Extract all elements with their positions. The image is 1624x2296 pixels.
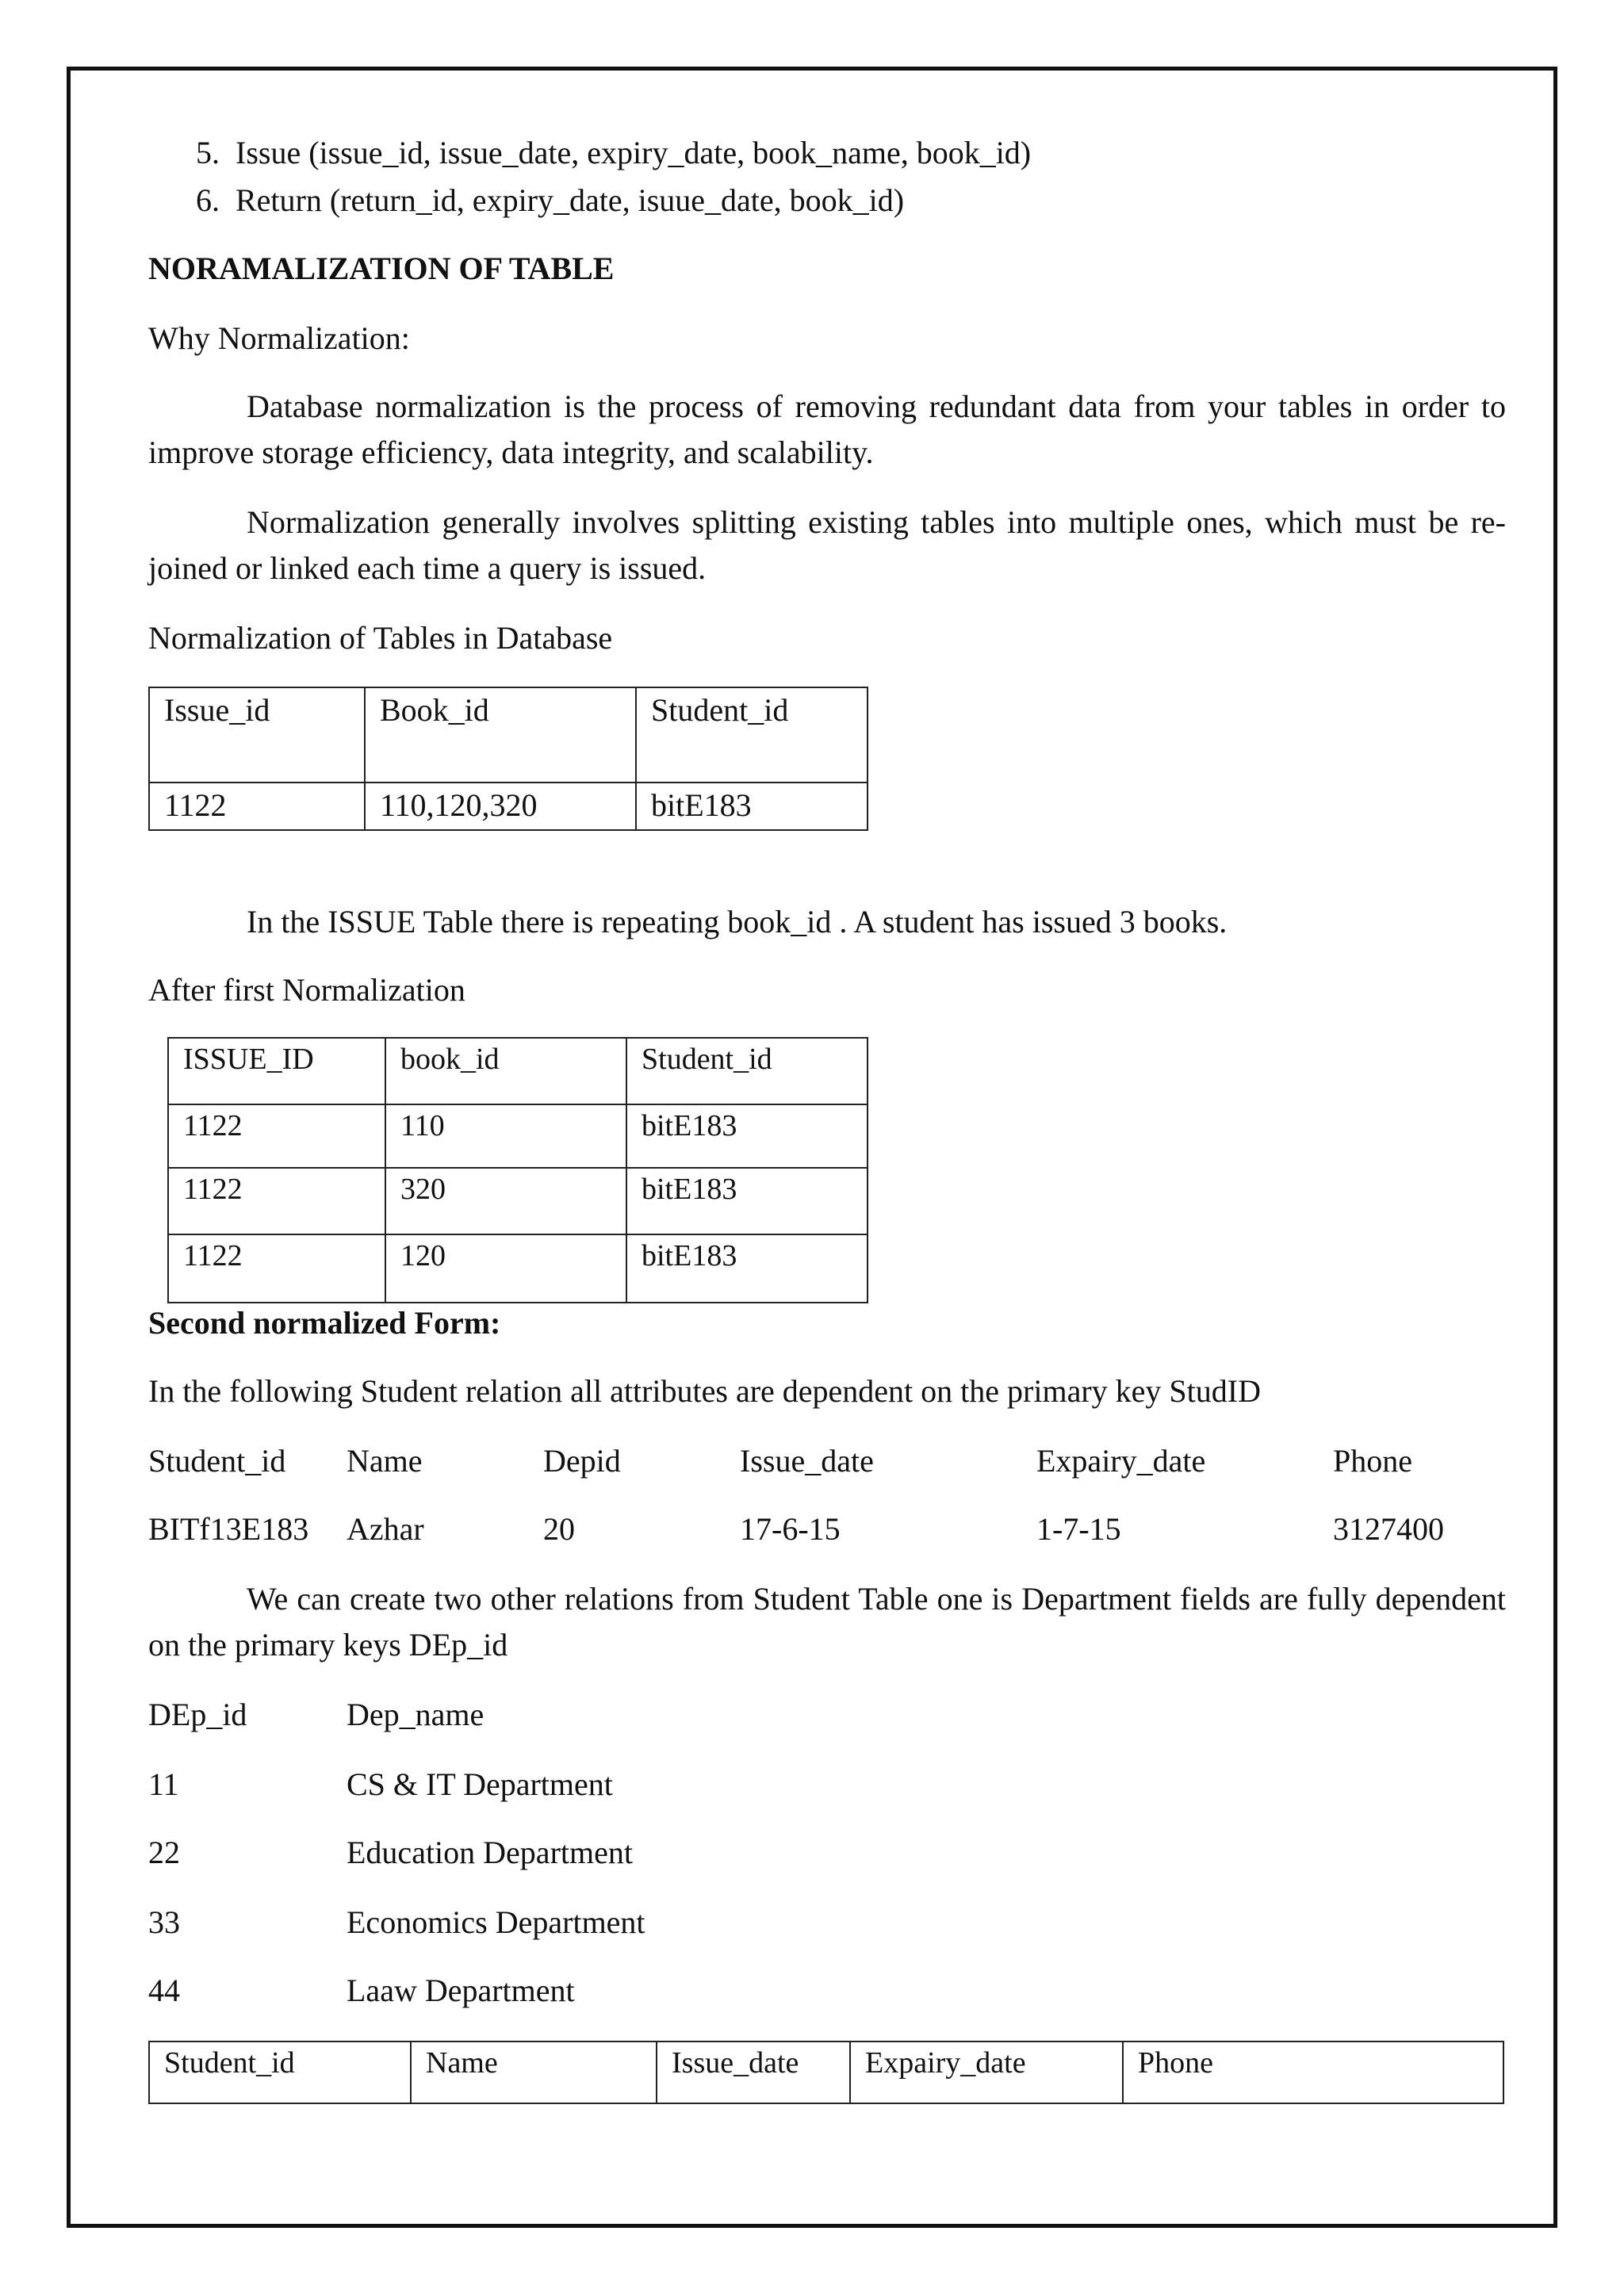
- dept-row: 11 CS & IT Department: [148, 1766, 613, 1802]
- paragraph-1: Database normalization is the process of removing redundant data from your tables in order to improve storage efficiency, data integrity, and scalability.: [148, 388, 1506, 470]
- list-item: 5. Issue (issue_id, issue_date, expiry_date, book_name, book_id): [196, 135, 1032, 170]
- table-header: Name: [411, 2042, 657, 2103]
- table-header: Expairy_date: [850, 2042, 1123, 2103]
- table-cell: bitE183: [636, 783, 868, 830]
- dept-header-row: DEp_id Dep_name: [148, 1697, 485, 1732]
- student-table: [148, 2041, 1504, 2104]
- second-form-text: In the following Student relation all attributes are dependent on the primary key StudID: [148, 1373, 1261, 1409]
- after-first-label: After first Normalization: [148, 972, 465, 1008]
- table-header: book_id: [385, 1038, 626, 1104]
- section-heading: NORAMALIZATION OF TABLE: [148, 251, 615, 286]
- table-header: Student_id: [149, 2042, 411, 2103]
- table-cell: 110,120,320: [365, 783, 636, 830]
- dept-row: 44 Laaw Department: [148, 1973, 575, 2008]
- first-normal-table: [167, 1037, 868, 1303]
- issue-table: [148, 687, 868, 831]
- table-header: Student_id: [626, 1038, 868, 1104]
- table-header: ISSUE_ID: [168, 1038, 385, 1104]
- why-label: Why Normalization:: [148, 320, 410, 356]
- table-cell: 1122: [149, 783, 365, 830]
- student-header-row: Student_id Name Depid Issue_date Expairy_date Phone: [148, 1443, 1412, 1479]
- paragraph-3: We can create two other relations from Student Table one is Department fields are fully dependent on the primary keys DEp_id: [148, 1581, 1506, 1663]
- paragraph-2: Normalization generally involves splitting existing tables into multiple ones, which must be re-joined or linked each time a query is issued.: [148, 504, 1506, 586]
- table-header: Phone: [1123, 2042, 1503, 2103]
- student-data-row: BITf13E183 Azhar 20 17-6-15 1-7-15 3127400: [148, 1511, 1444, 1547]
- second-form-heading: Second normalized Form:: [148, 1305, 501, 1341]
- table-row: 1122 110 bitE183: [168, 1104, 868, 1168]
- table-row: 1122 120 bitE183: [168, 1234, 868, 1303]
- list-item: 6. Return (return_id, expiry_date, isuue_date, book_id): [196, 182, 905, 218]
- dept-row: 22 Education Department: [148, 1835, 633, 1870]
- table-header: Book_id: [365, 687, 636, 783]
- issue-note: In the ISSUE Table there is repeating book_id . A student has issued 3 books.: [247, 904, 1228, 939]
- table-header: Student_id: [636, 687, 868, 783]
- table-row: 1122 320 bitE183: [168, 1168, 868, 1234]
- dept-row: 33 Economics Department: [148, 1904, 645, 1940]
- table-header: Issue_id: [149, 687, 365, 783]
- table-header: Issue_date: [657, 2042, 850, 2103]
- tables-label: Normalization of Tables in Database: [148, 620, 613, 656]
